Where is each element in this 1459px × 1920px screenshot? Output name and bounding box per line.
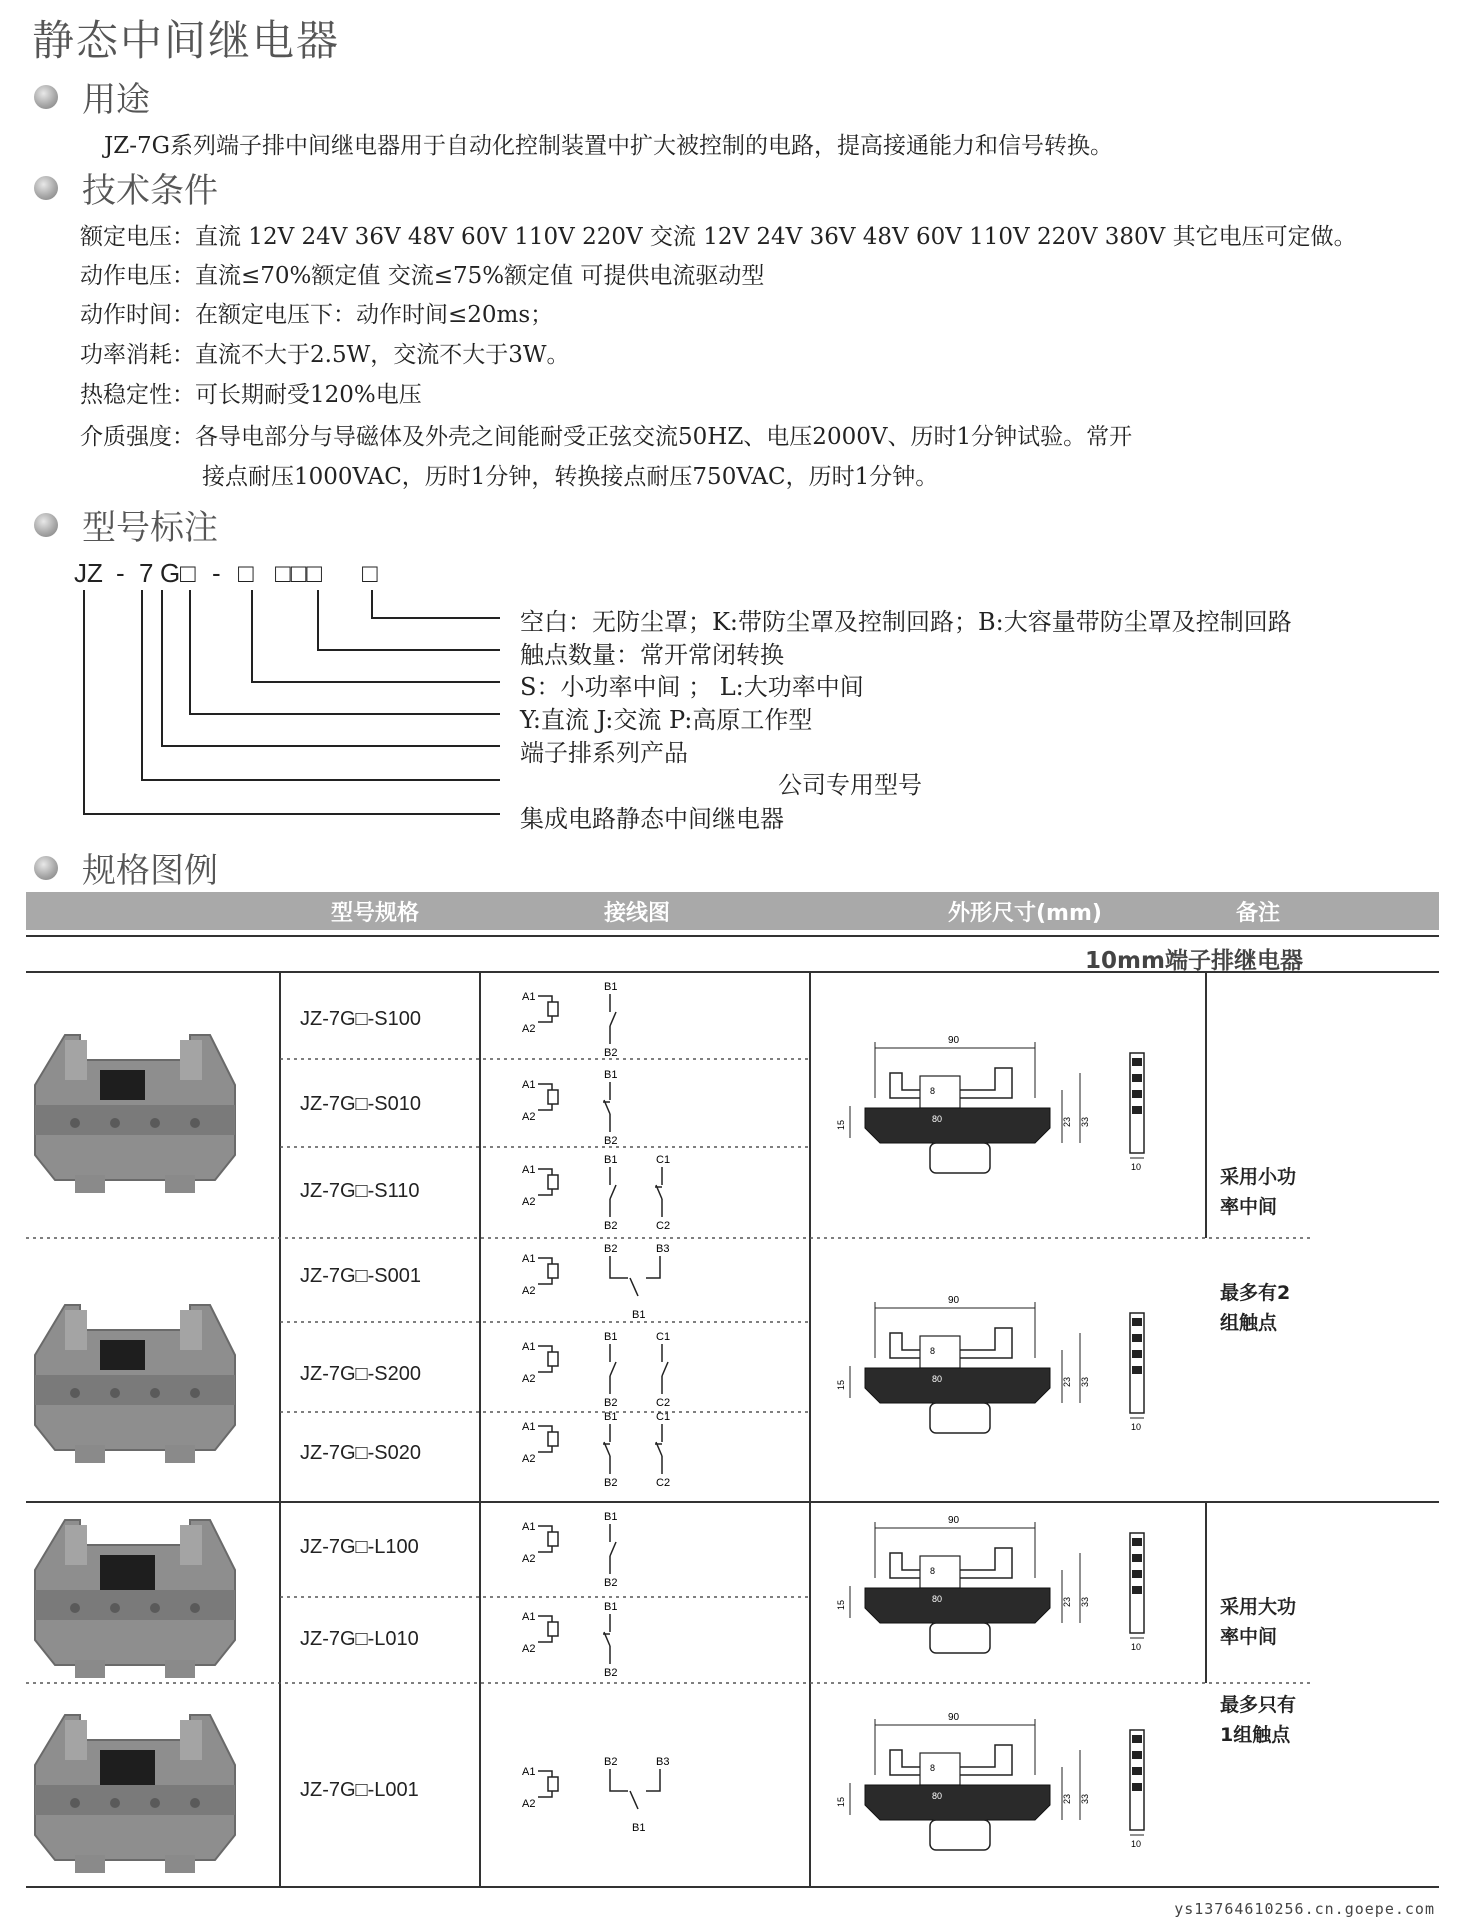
relay-screw bbox=[150, 1118, 160, 1128]
side-view-slot bbox=[1132, 1318, 1142, 1326]
tech-line: 额定电压：直流 12V 24V 36V 48V 60V 110V 220V 交流 12V 24V 36V 48V 60V 110V 220V 380V 其它电压可定做。 bbox=[80, 224, 1357, 250]
dim-width: 90 bbox=[948, 1035, 960, 1046]
dim-23: 23 bbox=[1062, 1376, 1072, 1387]
model-cell: JZ-7G□-L010 bbox=[300, 1628, 419, 1650]
relay-foot bbox=[75, 1660, 105, 1678]
relay-terminal bbox=[180, 1310, 202, 1350]
side-view-slot bbox=[1132, 1334, 1142, 1342]
side-view-slot bbox=[1132, 1090, 1142, 1098]
model-cell: JZ-7G□-L001 bbox=[300, 1779, 419, 1801]
model-cell: JZ-7G□-S110 bbox=[300, 1180, 420, 1202]
terminal-label: B2 bbox=[604, 1667, 618, 1679]
wiring-diagram bbox=[522, 1601, 617, 1679]
terminal-a2: A2 bbox=[522, 1553, 536, 1565]
terminal-a1: A1 bbox=[522, 1521, 536, 1533]
page-title: 静态中间继电器 bbox=[32, 16, 341, 65]
side-view bbox=[1130, 1053, 1144, 1153]
relay-clip bbox=[930, 1143, 990, 1173]
relay-screw bbox=[70, 1798, 80, 1808]
tech-line: 介质强度：各导电部分与导磁体及外壳之间能耐受正弦交流50HZ、电压2000V、历时1分钟试验。常开 bbox=[80, 424, 1133, 450]
dim-10: 10 bbox=[1131, 1839, 1142, 1849]
relay-module bbox=[100, 1555, 155, 1595]
terminal-b3: B3 bbox=[656, 1243, 670, 1255]
relay-foot bbox=[75, 1855, 105, 1873]
relay-foot bbox=[75, 1175, 105, 1193]
dim-8: 8 bbox=[930, 1566, 936, 1576]
relay-photo bbox=[35, 1715, 235, 1873]
relay-terminal bbox=[180, 1720, 202, 1760]
terminal-a1: A1 bbox=[522, 1611, 536, 1623]
side-view-slot bbox=[1132, 1366, 1142, 1374]
side-view-slot bbox=[1132, 1058, 1142, 1066]
wiring-diagram bbox=[522, 1511, 617, 1589]
dim-10: 10 bbox=[1131, 1162, 1142, 1172]
dim-23: 23 bbox=[1062, 1793, 1072, 1804]
section-tech-label: 技术条件 bbox=[82, 171, 218, 211]
coil-symbol bbox=[548, 1777, 558, 1791]
relay-clip bbox=[930, 1820, 990, 1850]
note-cell: 最多有2 组触点 bbox=[1220, 1282, 1291, 1334]
dim-23: 23 bbox=[1062, 1116, 1072, 1127]
dim-width: 90 bbox=[948, 1295, 960, 1306]
dim-8: 8 bbox=[930, 1763, 936, 1773]
relay-terminal bbox=[65, 1720, 87, 1760]
note-cell: 最多只有 1组触点 bbox=[1220, 1694, 1297, 1746]
terminal-label: B2 bbox=[604, 1477, 618, 1489]
code-dash: - bbox=[212, 558, 221, 588]
relay-terminal bbox=[180, 1040, 202, 1080]
header-notes: 备注 bbox=[1236, 901, 1281, 926]
terminal-label: B1 bbox=[604, 1511, 618, 1523]
coil-symbol bbox=[548, 1264, 558, 1278]
relay-screw bbox=[190, 1388, 200, 1398]
side-view-slot bbox=[1132, 1106, 1142, 1114]
terminal-label: C2 bbox=[656, 1220, 671, 1232]
table-subtitle: 10mm端子排继电器 bbox=[1085, 948, 1303, 974]
tech-line: 热稳定性：可长期耐受120%电压 bbox=[80, 382, 422, 408]
wiring-diagram bbox=[522, 981, 617, 1059]
tech-line: 接点耐压1000VAC，历时1分钟，转换接点耐压750VAC，历时1分钟。 bbox=[202, 464, 939, 490]
dim-80: 80 bbox=[932, 1114, 943, 1124]
relay-outline-base bbox=[865, 1785, 1050, 1820]
coil-symbol bbox=[548, 1352, 558, 1366]
contact-blade bbox=[662, 1362, 668, 1376]
relay-outline-base bbox=[865, 1108, 1050, 1143]
relay-module bbox=[100, 1750, 155, 1790]
relay-screw bbox=[190, 1798, 200, 1808]
model-label: 端子排系列产品 bbox=[520, 739, 688, 767]
code-boxes: □□□ bbox=[275, 558, 323, 588]
footer-url: ys13764610256.cn.goepe.com bbox=[1174, 1900, 1435, 1918]
code-g: G bbox=[160, 558, 181, 588]
relay-screw bbox=[190, 1118, 200, 1128]
terminal-a2: A2 bbox=[522, 1798, 536, 1810]
side-view-slot bbox=[1132, 1783, 1142, 1791]
relay-foot bbox=[75, 1445, 105, 1463]
coil-symbol bbox=[548, 1622, 558, 1636]
terminal-label: B1 bbox=[604, 1411, 618, 1423]
relay-module-outline bbox=[920, 1336, 960, 1368]
terminal-label: B2 bbox=[604, 1135, 618, 1147]
relay-screw bbox=[70, 1603, 80, 1613]
dim-15: 15 bbox=[836, 1599, 846, 1610]
relay-terminal bbox=[65, 1525, 87, 1565]
terminal-a1: A1 bbox=[522, 1421, 536, 1433]
terminal-b2: B2 bbox=[604, 1243, 618, 1255]
contact-blade bbox=[610, 1362, 616, 1376]
terminal-label: B2 bbox=[604, 1397, 618, 1409]
terminal-label: C1 bbox=[656, 1154, 671, 1166]
relay-photo bbox=[35, 1520, 235, 1678]
relay-screw bbox=[150, 1388, 160, 1398]
wiring-diagram bbox=[522, 1331, 670, 1409]
dim-33: 33 bbox=[1080, 1376, 1090, 1387]
dim-33: 33 bbox=[1080, 1793, 1090, 1804]
relay-rail bbox=[35, 1785, 235, 1815]
relay-rail bbox=[35, 1105, 235, 1135]
wiring-diagram bbox=[522, 1411, 670, 1489]
relay-clip bbox=[930, 1403, 990, 1433]
dim-10: 10 bbox=[1131, 1642, 1142, 1652]
section-usage-label: 用途 bbox=[82, 80, 150, 120]
relay-screw bbox=[190, 1603, 200, 1613]
code-dash: - bbox=[116, 558, 125, 588]
model-label: 公司专用型号 bbox=[778, 771, 922, 799]
terminal-label: B2 bbox=[604, 1577, 618, 1589]
dimension-drawing bbox=[836, 1712, 1144, 1850]
relay-screw bbox=[70, 1388, 80, 1398]
tech-line: 功率消耗：直流不大于2.5W，交流不大于3W。 bbox=[80, 342, 570, 368]
terminal-label: B1 bbox=[604, 1154, 618, 1166]
terminal-label: C2 bbox=[656, 1477, 671, 1489]
relay-photo bbox=[35, 1035, 235, 1193]
side-view-slot bbox=[1132, 1074, 1142, 1082]
dim-15: 15 bbox=[836, 1119, 846, 1130]
relay-foot bbox=[165, 1660, 195, 1678]
terminal-a2: A2 bbox=[522, 1111, 536, 1123]
note-cell: 采用小功 率中间 bbox=[1220, 1166, 1297, 1218]
terminal-a2: A2 bbox=[522, 1643, 536, 1655]
terminal-a2: A2 bbox=[522, 1453, 536, 1465]
model-label: Y:直流 J:交流 P:高原工作型 bbox=[520, 706, 813, 734]
dim-8: 8 bbox=[930, 1086, 936, 1096]
terminal-a2: A2 bbox=[522, 1285, 536, 1297]
relay-screw bbox=[110, 1388, 120, 1398]
model-label: 触点数量：常开常闭转换 bbox=[520, 641, 784, 669]
relay-screw bbox=[110, 1603, 120, 1613]
usage-text: JZ-7G系列端子排中间继电器用于自动化控制装置中扩大被控制的电路，提高接通能力和信号转换。 bbox=[104, 133, 1113, 159]
dim-15: 15 bbox=[836, 1379, 846, 1390]
relay-outline-base bbox=[865, 1588, 1050, 1623]
dim-80: 80 bbox=[932, 1374, 943, 1384]
relay-clip bbox=[930, 1623, 990, 1653]
dimension-drawing bbox=[836, 1515, 1144, 1653]
terminal-label: B2 bbox=[604, 1047, 618, 1059]
header-model: 型号规格 bbox=[331, 901, 420, 926]
note-cell: 采用大功 率中间 bbox=[1220, 1596, 1297, 1648]
section-model-label: 型号标注 bbox=[82, 508, 218, 548]
coil-symbol bbox=[548, 1532, 558, 1546]
terminal-label: B2 bbox=[604, 1220, 618, 1232]
relay-foot bbox=[165, 1175, 195, 1193]
contact-wire bbox=[610, 1256, 628, 1278]
terminal-a1: A1 bbox=[522, 1164, 536, 1176]
dim-10: 10 bbox=[1131, 1422, 1142, 1432]
code-7: 7 bbox=[139, 558, 154, 588]
terminal-b3: B3 bbox=[656, 1756, 670, 1768]
dim-width: 90 bbox=[948, 1712, 960, 1723]
code-box: □ bbox=[180, 558, 196, 588]
model-cell: JZ-7G□-S010 bbox=[300, 1093, 422, 1115]
relay-foot bbox=[165, 1445, 195, 1463]
side-view-slot bbox=[1132, 1735, 1142, 1743]
contact-blade bbox=[610, 1542, 616, 1556]
side-view bbox=[1130, 1313, 1144, 1413]
wiring-diagram bbox=[522, 1154, 670, 1232]
terminal-a1: A1 bbox=[522, 1341, 536, 1353]
side-view-slot bbox=[1132, 1570, 1142, 1578]
dim-width: 90 bbox=[948, 1515, 960, 1526]
contact-wire bbox=[646, 1256, 660, 1278]
relay-terminal bbox=[65, 1310, 87, 1350]
relay-rail bbox=[35, 1590, 235, 1620]
contact-blade bbox=[610, 1012, 616, 1026]
relay-screw bbox=[150, 1603, 160, 1613]
coil-symbol bbox=[548, 1175, 558, 1189]
terminal-label: B1 bbox=[604, 981, 618, 993]
terminal-label: B1 bbox=[604, 1331, 618, 1343]
dim-80: 80 bbox=[932, 1594, 943, 1604]
dim-33: 33 bbox=[1080, 1596, 1090, 1607]
wiring-diagram bbox=[522, 1756, 669, 1834]
relay-terminal bbox=[180, 1525, 202, 1565]
relay-rail bbox=[35, 1375, 235, 1405]
terminal-label: C1 bbox=[656, 1331, 671, 1343]
tech-line: 动作时间：在额定电压下：动作时间≤20ms； bbox=[80, 302, 554, 328]
side-view bbox=[1130, 1533, 1144, 1633]
coil-symbol bbox=[548, 1090, 558, 1104]
model-label: 空白：无防尘罩；K:带防尘罩及控制回路；B:大容量带防尘罩及控制回路 bbox=[520, 608, 1292, 636]
relay-outline-base bbox=[865, 1368, 1050, 1403]
relay-foot bbox=[165, 1855, 195, 1873]
relay-module bbox=[100, 1340, 145, 1370]
wiring-diagram bbox=[522, 1243, 669, 1321]
relay-module-outline bbox=[920, 1076, 960, 1108]
code-box: □ bbox=[238, 558, 254, 588]
wiring-diagram bbox=[522, 1069, 617, 1147]
contact-blade bbox=[630, 1278, 638, 1296]
relay-screw bbox=[70, 1118, 80, 1128]
model-cell: JZ-7G□-L100 bbox=[300, 1536, 419, 1558]
relay-screw bbox=[110, 1798, 120, 1808]
relay-module-outline bbox=[920, 1753, 960, 1785]
terminal-a2: A2 bbox=[522, 1023, 536, 1035]
model-cell: JZ-7G□-S001 bbox=[300, 1265, 422, 1287]
model-label: S：小功率中间 ； L:大功率中间 bbox=[520, 673, 864, 701]
model-cell: JZ-7G□-S100 bbox=[300, 1008, 422, 1030]
dimension-drawing bbox=[836, 1295, 1144, 1433]
relay-screw bbox=[150, 1798, 160, 1808]
relay-module-outline bbox=[920, 1556, 960, 1588]
contact-wire bbox=[646, 1769, 660, 1791]
terminal-b2: B2 bbox=[604, 1756, 618, 1768]
terminal-b1: B1 bbox=[632, 1822, 646, 1834]
side-view-slot bbox=[1132, 1767, 1142, 1775]
relay-module bbox=[100, 1070, 145, 1100]
dim-8: 8 bbox=[930, 1346, 936, 1356]
dim-15: 15 bbox=[836, 1796, 846, 1807]
terminal-label: B1 bbox=[604, 1069, 618, 1081]
terminal-b1: B1 bbox=[632, 1309, 646, 1321]
contact-wire bbox=[610, 1769, 628, 1791]
header-wiring: 接线图 bbox=[604, 901, 671, 926]
relay-terminal bbox=[65, 1040, 87, 1080]
side-view-slot bbox=[1132, 1751, 1142, 1759]
terminal-a2: A2 bbox=[522, 1373, 536, 1385]
contact-blade bbox=[610, 1185, 616, 1199]
coil-symbol bbox=[548, 1432, 558, 1446]
side-view-slot bbox=[1132, 1586, 1142, 1594]
relay-photo bbox=[35, 1305, 235, 1463]
dim-23: 23 bbox=[1062, 1596, 1072, 1607]
terminal-a1: A1 bbox=[522, 1766, 536, 1778]
terminal-a1: A1 bbox=[522, 991, 536, 1003]
terminal-a2: A2 bbox=[522, 1196, 536, 1208]
relay-screw bbox=[110, 1118, 120, 1128]
model-cell: JZ-7G□-S200 bbox=[300, 1363, 422, 1385]
side-view-slot bbox=[1132, 1538, 1142, 1546]
header-dimensions: 外形尺寸(mm) bbox=[948, 901, 1102, 926]
dim-33: 33 bbox=[1080, 1116, 1090, 1127]
model-cell: JZ-7G□-S020 bbox=[300, 1442, 422, 1464]
contact-blade bbox=[630, 1791, 638, 1809]
terminal-a1: A1 bbox=[522, 1079, 536, 1091]
terminal-label: C1 bbox=[656, 1411, 671, 1423]
dimension-drawing bbox=[836, 1035, 1144, 1173]
terminal-a1: A1 bbox=[522, 1253, 536, 1265]
tech-line: 动作电压：直流≤70%额定值 交流≤75%额定值 可提供电流驱动型 bbox=[80, 263, 765, 289]
dim-80: 80 bbox=[932, 1791, 943, 1801]
code-jz: JZ bbox=[74, 558, 103, 588]
section-spec-label: 规格图例 bbox=[82, 851, 218, 891]
coil-symbol bbox=[548, 1002, 558, 1016]
terminal-label: B1 bbox=[604, 1601, 618, 1613]
model-label: 集成电路静态中间继电器 bbox=[520, 805, 784, 833]
side-view bbox=[1130, 1730, 1144, 1830]
code-box: □ bbox=[362, 558, 378, 588]
terminal-label: C2 bbox=[656, 1397, 671, 1409]
side-view-slot bbox=[1132, 1554, 1142, 1562]
side-view-slot bbox=[1132, 1350, 1142, 1358]
